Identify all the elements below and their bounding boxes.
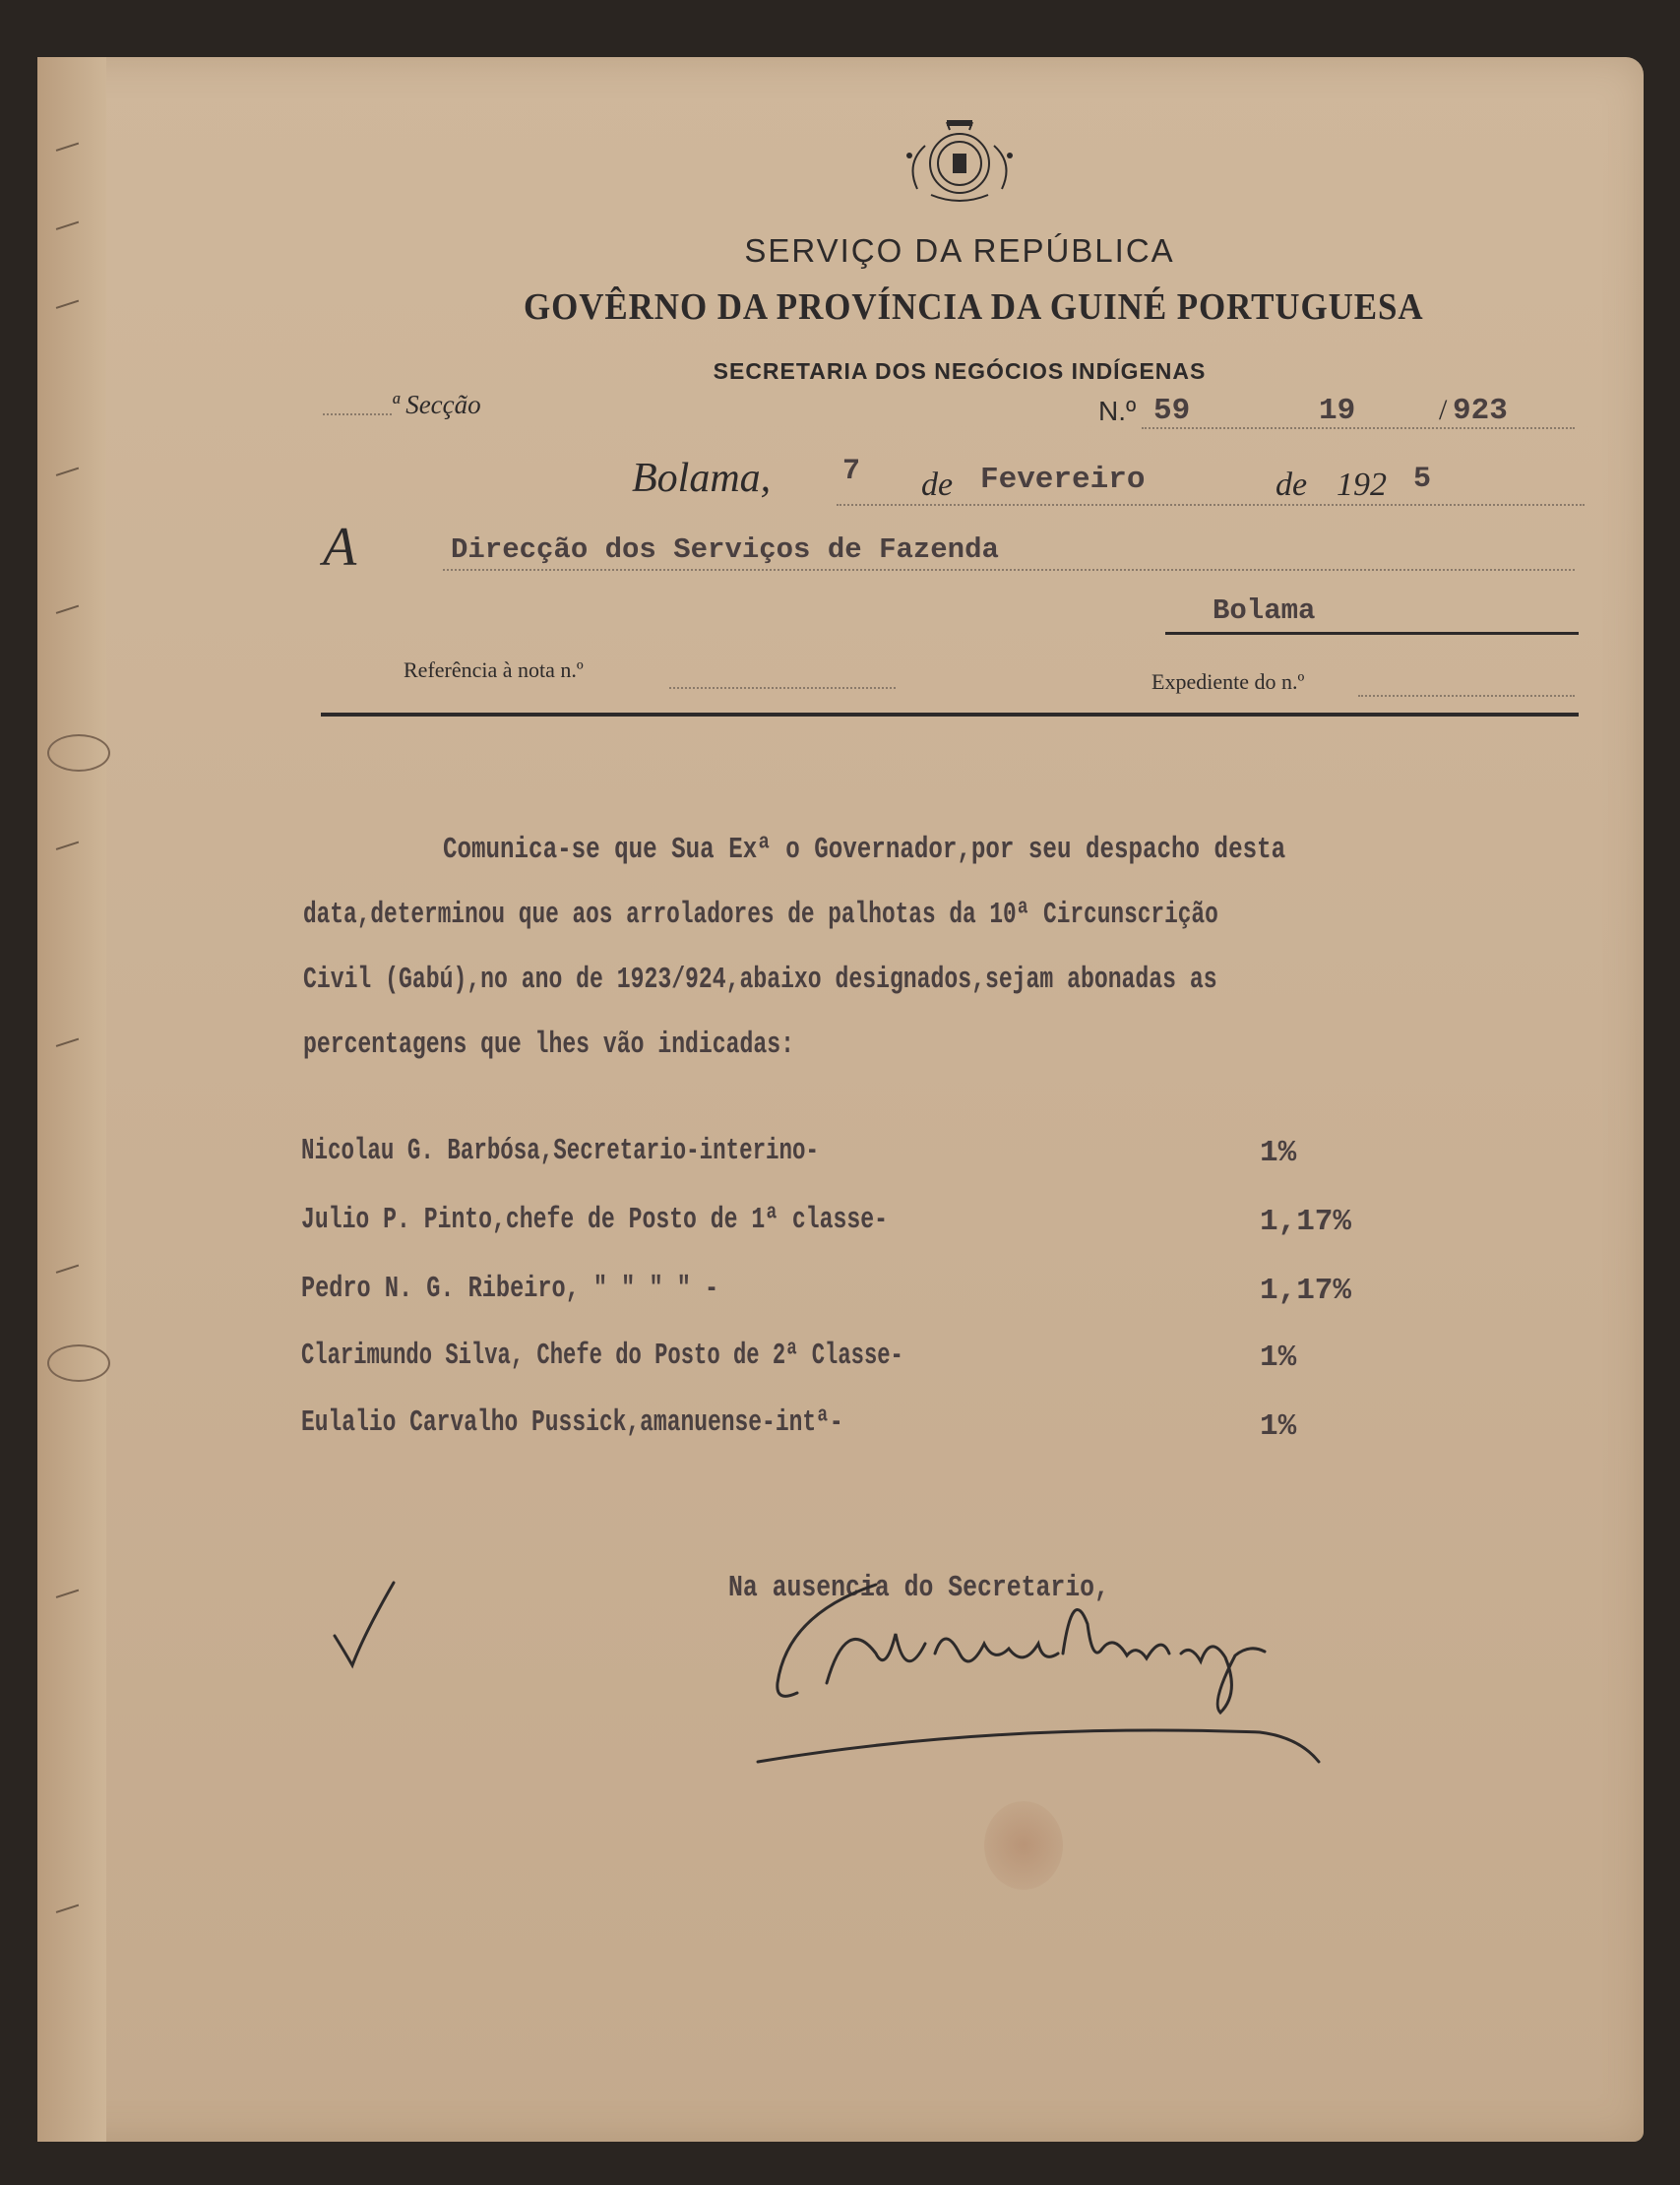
paper-stain (984, 1801, 1063, 1890)
numero-slash: / (1439, 394, 1448, 426)
numero-label: N.º (1098, 396, 1137, 426)
body-line-2: data,determinou que aos arroladores de palhotas da 10ª Circunscrição (303, 898, 1218, 932)
date-year-prefix: 192 (1337, 467, 1387, 503)
list-item-name: Nicolau G. Barbósa,Secretario-interino- (301, 1134, 820, 1168)
body-line-3: Civil (Gabú),no ano de 1923/924,abaixo designados,sejam abonadas as (303, 963, 1217, 997)
addressee-name: Direcção dos Serviços de Fazenda (451, 533, 999, 566)
date-day: 7 (842, 455, 861, 488)
expediente-dotted-line (1358, 695, 1575, 697)
referencia-dotted-line (669, 687, 896, 689)
date-de-2: de (1276, 467, 1308, 503)
numero-mid: 19 (1319, 394, 1356, 428)
list-item-name: Eulalio Carvalho Pussick,amanuense-intª- (301, 1405, 843, 1440)
list-item-percentage: 1% (1260, 1341, 1297, 1375)
list-item-name: Pedro N. G. Ribeiro, " " " " - (301, 1272, 719, 1306)
body-line-1: Comunica-se que Sua Exª o Governador,por seu despacho desta (443, 833, 1286, 867)
list-item-percentage: 1,17% (1260, 1205, 1352, 1239)
seccao-dotted-line (323, 413, 392, 415)
coat-of-arms-emblem (896, 116, 1024, 207)
seccao-label: ª Secção (392, 390, 481, 419)
header-line-secretaria: SECRETARIA DOS NEGÓCIOS INDÍGENAS (713, 358, 1207, 384)
list-item-name: Julio P. Pinto,chefe de Posto de 1ª classe- (301, 1203, 888, 1237)
check-mark-icon (325, 1575, 404, 1673)
numero-year: 923 (1453, 394, 1508, 428)
addressee-dotted-line (443, 569, 1575, 571)
date-month: Fevereiro (980, 463, 1146, 497)
header-line-servico: SERVIÇO DA REPÚBLICA (744, 232, 1175, 269)
date-year-suffix: 5 (1413, 463, 1432, 496)
numero-dotted-line (1142, 427, 1575, 429)
referencia-label: Referência à nota n.º (404, 657, 584, 682)
date-de-1: de (921, 467, 954, 503)
date-place: Bolama, (632, 456, 772, 501)
list-item-percentage: 1% (1260, 1409, 1297, 1444)
list-item-name: Clarimundo Silva, Chefe do Posto de 2ª Classe- (301, 1339, 903, 1373)
body-line-4: percentagens que lhes vão indicadas: (303, 1028, 794, 1062)
header-separator-rule (321, 713, 1579, 717)
addressee-rule (1165, 632, 1579, 635)
signature-image (748, 1575, 1338, 1791)
header-line-governo: GOVÊRNO DA PROVÍNCIA DA GUINÉ PORTUGUESA (524, 286, 1424, 328)
list-item-percentage: 1,17% (1260, 1274, 1352, 1308)
list-item-percentage: 1% (1260, 1136, 1297, 1170)
numero-value: 59 (1153, 394, 1191, 428)
addressee-city: Bolama (1213, 594, 1316, 627)
date-dotted-line (837, 504, 1585, 506)
expediente-label: Expediente do n.º (1151, 669, 1305, 694)
closing-line: Na ausencia do Secretario, (728, 1571, 1109, 1605)
addressee-prefix: A (323, 517, 357, 578)
